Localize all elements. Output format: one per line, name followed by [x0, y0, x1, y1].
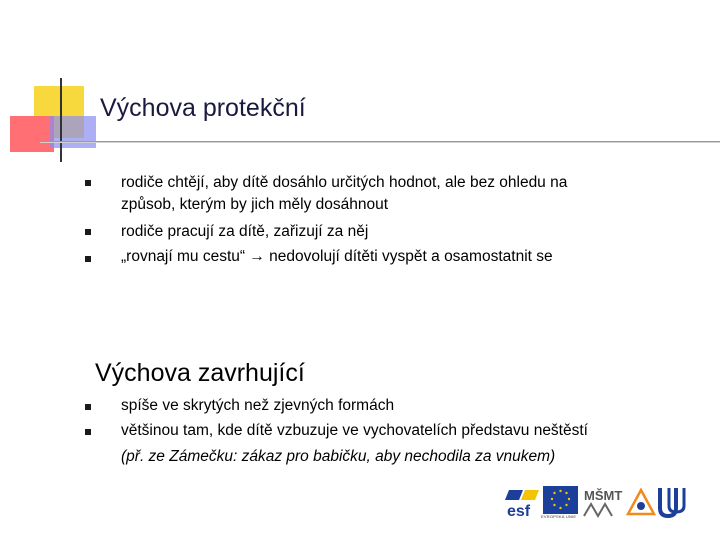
bullet-icon [85, 429, 91, 435]
bullet-icon [85, 180, 91, 186]
bullet-icon [85, 229, 91, 235]
university-logo-icon [657, 486, 687, 518]
esf-logo-icon [505, 488, 543, 518]
decor-red-square [10, 116, 54, 152]
section-title-protective: Výchova protekční [100, 94, 306, 122]
example-note: (př. ze Zámečku: zákaz pro babičku, aby nechodila za vnukem) [121, 448, 556, 465]
msmt-text: MŠMT [584, 488, 623, 503]
op-logo-icon [626, 488, 656, 516]
list-item-line: způsob, kterým by jich měly dosáhnout [121, 196, 389, 213]
list-item-line: rodiče chtějí, aby dítě dosáhlo určitých hodnot, ale bez ohledu na [121, 174, 568, 191]
list-item-line: většinou tam, kde dítě vzbuzuje ve vychovatelích představu neštěstí [121, 422, 588, 439]
title-underline-shadow [40, 142, 720, 143]
decor-blue-square [50, 116, 96, 148]
bullet-icon [85, 256, 91, 262]
bullet-icon [85, 404, 91, 410]
list-item-line: „rovnají mu cestu“ → nedovolují dítěti vyspět a osamostatnit se [121, 248, 553, 265]
eu-caption: EVROPSKÁ UNIE [541, 514, 577, 519]
list-item-line: spíše ve skrytých než zjevných formách [121, 397, 395, 414]
esf-text: esf [507, 503, 531, 518]
section-title-rejecting: Výchova zavrhující [95, 359, 305, 387]
eu-flag-icon [543, 486, 578, 514]
decor-vertical-line [60, 78, 62, 162]
msmt-logo-icon [583, 486, 623, 518]
list-item-line: rodiče pracují za dítě, zařizují za něj [121, 223, 369, 240]
